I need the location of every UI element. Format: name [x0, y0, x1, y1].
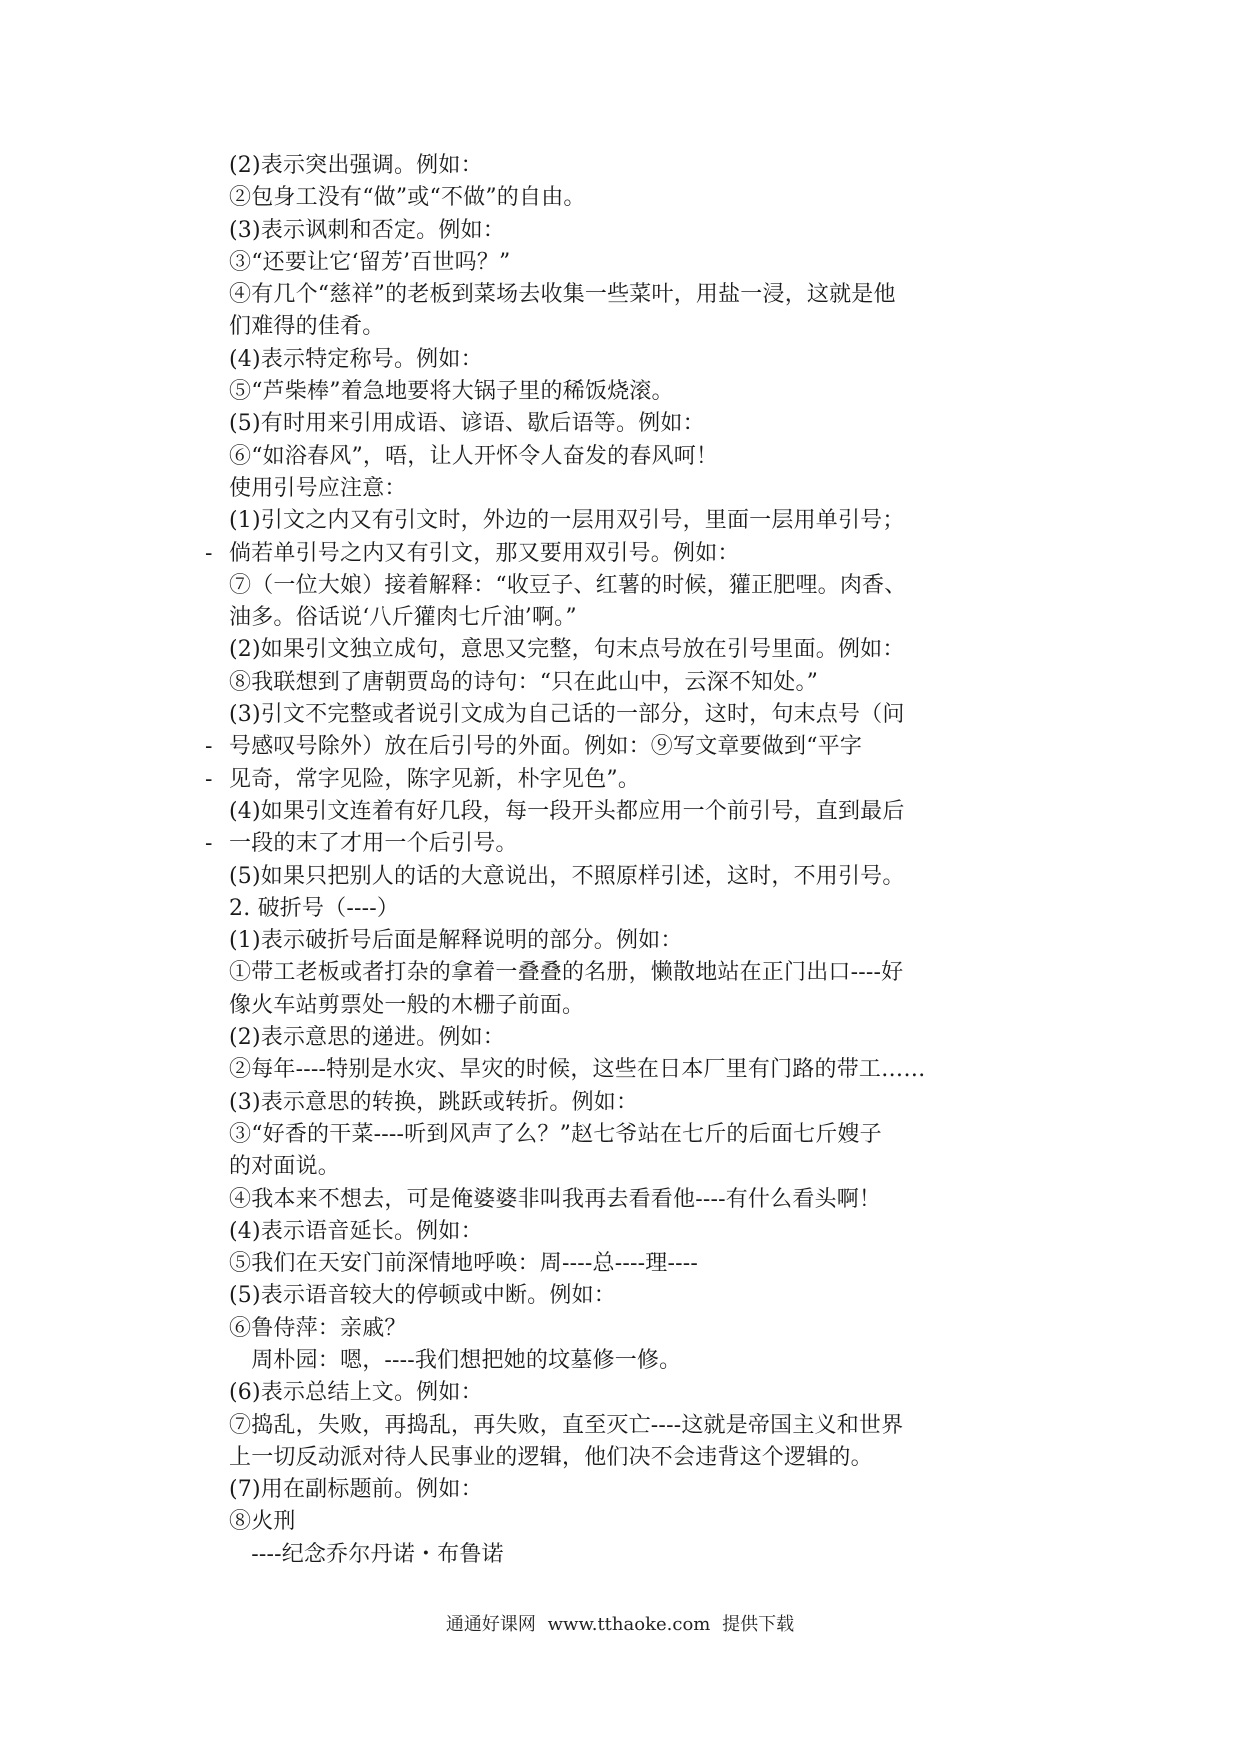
- text-line: [229, 441, 949, 473]
- line-text: 号感叹号除外）放在后引号的外面。例如：⑨写文章要做到“平字: [229, 734, 863, 760]
- text-line: [229, 796, 949, 828]
- text-line: [229, 1022, 949, 1054]
- line-text: ⑦（一位大娘）接着解释：“收豆子、红薯的时候，獾正肥哩。肉香、: [229, 572, 907, 598]
- text-line: [229, 570, 949, 602]
- text-line: [229, 473, 949, 505]
- line-text: (5)有时用来引用成语、谚语、歇后语等。例如：: [229, 411, 705, 437]
- footer-site-name: 通通好课网: [445, 1614, 536, 1635]
- line-text: ②包身工没有“做”或“不做”的自由。: [229, 185, 586, 211]
- line-text: ⑤我们在天安门前深情地呼唤：周----总----理----: [229, 1251, 699, 1277]
- line-text: ⑧我联想到了唐朝贾岛的诗句：“只在此山中，云深不知处。”: [229, 669, 819, 695]
- text-line: [229, 344, 949, 376]
- footer-url[interactable]: www.tthaoke.com: [547, 1614, 711, 1635]
- text-line: [229, 1248, 949, 1280]
- continuation-marker: -: [205, 831, 213, 857]
- line-text: 上一切反动派对待人民事业的逻辑，他们决不会违背这个逻辑的。: [229, 1444, 873, 1470]
- text-line: [229, 990, 949, 1022]
- text-line: [229, 1119, 949, 1151]
- line-text: 2. 破折号（----）: [229, 895, 400, 921]
- text-line: [229, 957, 949, 989]
- continuation-marker: -: [205, 540, 213, 566]
- line-text: (1)表示破折号后面是解释说明的部分。例如：: [229, 928, 683, 954]
- line-text: (2)如果引文独立成句，意思又完整，句末点号放在引号里面。例如：: [229, 637, 905, 663]
- text-line: [229, 150, 949, 182]
- line-text: 倘若单引号之内又有引文，那又要用双引号。例如：: [229, 540, 740, 566]
- text-line: [229, 861, 949, 893]
- page-footer: [0, 1613, 1240, 1637]
- text-line: [229, 699, 949, 731]
- line-text: 使用引号应注意：: [229, 475, 407, 501]
- line-text: 周朴园：嗯，----我们想把她的坟墓修一修。: [229, 1347, 682, 1373]
- text-line: [205, 828, 949, 860]
- line-text: (4)表示特定称号。例如：: [229, 346, 483, 372]
- text-line: [229, 1377, 949, 1409]
- line-text: 像火车站剪票处一般的木栅子前面。: [229, 992, 585, 1018]
- line-text: (4)如果引文连着有好几段，每一段开头都应用一个前引号，直到最后: [229, 798, 905, 824]
- text-line: [229, 1506, 949, 1538]
- text-line: [229, 1151, 949, 1183]
- text-line: [205, 731, 949, 763]
- line-text: ⑦捣乱，失败，再捣乱，再失败，直至灭亡----这就是帝国主义和世界: [229, 1412, 904, 1438]
- line-text: 一段的末了才用一个后引号。: [229, 831, 518, 857]
- text-line: [229, 505, 949, 537]
- footer-note: 提供下载: [722, 1614, 795, 1635]
- line-text: ④有几个“慈祥”的老板到菜场去收集一些菜叶，用盐一浸，这就是他: [229, 282, 896, 308]
- text-line: [229, 311, 949, 343]
- text-line: [229, 667, 949, 699]
- text-line: [229, 1313, 949, 1345]
- text-line: [229, 1345, 949, 1377]
- text-line: [205, 764, 949, 796]
- line-text: ③“还要让它‘留芳’百世吗？”: [229, 249, 511, 275]
- text-line: [229, 1539, 949, 1571]
- text-line: [229, 1474, 949, 1506]
- continuation-marker: -: [205, 766, 213, 792]
- line-text: (7)用在副标题前。例如：: [229, 1477, 483, 1503]
- text-line: [229, 215, 949, 247]
- text-line: [229, 602, 949, 634]
- text-line: [229, 1410, 949, 1442]
- text-line: [229, 925, 949, 957]
- line-text: 见奇，常字见险，陈字见新，朴字见色”。: [229, 766, 641, 792]
- line-text: ----纪念乔尔丹诺・布鲁诺: [229, 1541, 504, 1567]
- text-line: [229, 1184, 949, 1216]
- text-line: [229, 1442, 949, 1474]
- text-line: [229, 1280, 949, 1312]
- text-line: [229, 1054, 949, 1086]
- text-line: [229, 893, 949, 925]
- line-text: (6)表示总结上文。例如：: [229, 1380, 483, 1406]
- line-text: ④我本来不想去，可是俺婆婆非叫我再去看看他----有什么看头啊！: [229, 1186, 882, 1212]
- line-text: ⑥鲁侍萍：亲戚？: [229, 1315, 407, 1341]
- line-text: 们难得的佳肴。: [229, 314, 385, 340]
- continuation-marker: -: [205, 734, 213, 760]
- line-text: (3)引文不完整或者说引文成为自己话的一部分，这时，句末点号（问: [229, 702, 905, 728]
- line-text: ②每年----特别是水灾、旱灾的时候，这些在日本厂里有门路的带工……: [229, 1057, 926, 1083]
- line-text: ③“好香的干菜----听到风声了么？”赵七爷站在七斤的后面七斤嫂子: [229, 1121, 882, 1147]
- line-text: (5)表示语音较大的停顿或中断。例如：: [229, 1283, 616, 1309]
- text-line: [229, 247, 949, 279]
- line-text: (3)表示讽刺和否定。例如：: [229, 217, 505, 243]
- text-line: [229, 182, 949, 214]
- line-text: ⑥“如浴春风”，唔，让人开怀令人奋发的春风呵！: [229, 443, 719, 469]
- text-line: [229, 634, 949, 666]
- text-line: [229, 1087, 949, 1119]
- line-text: (1)引文之内又有引文时，外边的一层用双引号，里面一层用单引号；: [229, 508, 905, 534]
- text-line: [229, 1216, 949, 1248]
- document-body: [205, 150, 949, 1571]
- line-text: (2)表示突出强调。例如：: [229, 153, 483, 178]
- line-text: (4)表示语音延长。例如：: [229, 1218, 483, 1244]
- line-text: (3)表示意思的转换，跳跃或转折。例如：: [229, 1089, 639, 1115]
- line-text: 油多。俗话说‘八斤獾肉七斤油’啊。”: [229, 605, 577, 631]
- text-line: [229, 376, 949, 408]
- text-line: [205, 538, 949, 570]
- text-line: [229, 408, 949, 440]
- line-text: 的对面说。: [229, 1154, 341, 1180]
- line-text: ①带工老板或者打杂的拿着一叠叠的名册，懒散地站在正门出口----好: [229, 960, 904, 986]
- line-text: (2)表示意思的递进。例如：: [229, 1025, 505, 1051]
- line-text: (5)如果只把别人的话的大意说出，不照原样引述，这时，不用引号。: [229, 863, 905, 889]
- text-line: [229, 279, 949, 311]
- line-text: ⑤“芦柴棒”着急地要将大锅子里的稀饭烧滚。: [229, 379, 674, 405]
- line-text: ⑧火刑: [229, 1509, 296, 1535]
